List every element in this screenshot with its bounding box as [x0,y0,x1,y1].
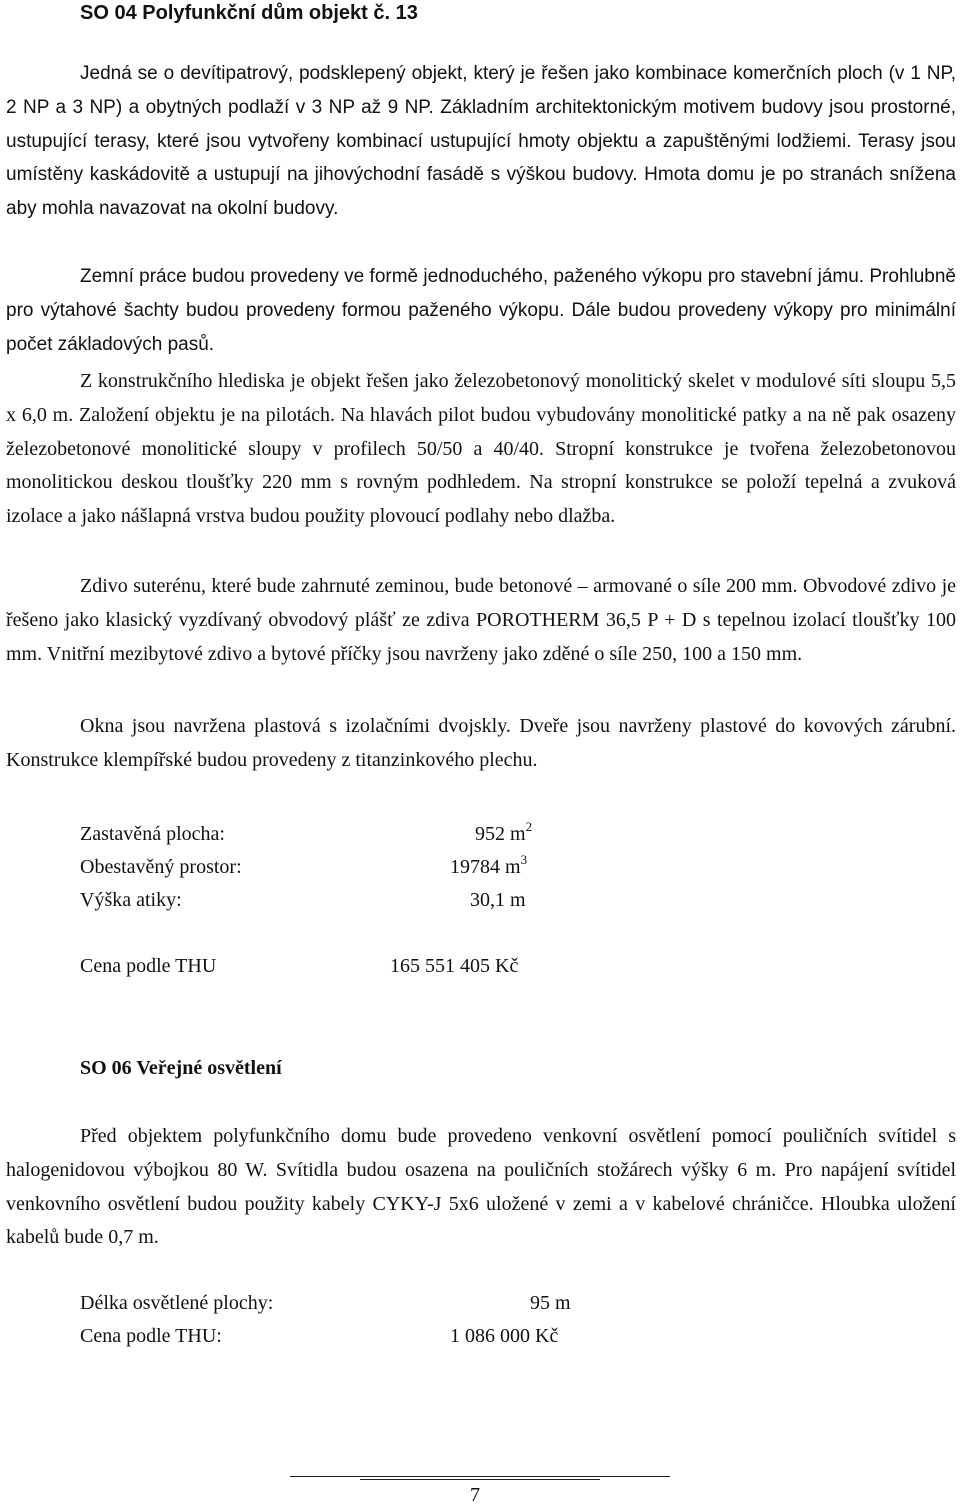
stat-value-text: 952 m [475,823,526,845]
paragraph-windows: Okna jsou navržena plastová s izolačními dvojskly. Dveře jsou navrženy plastové do kovových zárubní. Konstrukce klempířské budou provedeny z titanzinkového plechu. [6,715,956,771]
section-heading-so06: SO 06 Veřejné osvětlení [80,1057,282,1079]
stat-value: 95 m [530,1292,571,1314]
stat-value: 1 086 000 Kč [450,1325,559,1347]
stat-value-text: 19784 m [450,856,521,878]
superscript: 2 [525,819,533,834]
stat-value: 30,1 m [470,889,526,911]
stat-row-price [80,1320,680,1353]
paragraph-intro: Jedná se o devítipatrový, podsklepený objekt, který je řešen jako kombinace komerčních ploch (v 1 NP, 2 NP a 3 NP) a obytných podlaží v 3 NP až 9 NP. Základním architektonickým motivem budovy jsou prostorné, ustupující terasy, které jsou vytvořeny kombinací ustupující hmoty objektu a zapuštěnými lodžiemi. Terasy jsou umístěny kaskádovitě a ustupují na jihovýchodní fasádě s výškou budovy. Hmota domu je po stranách snížena aby mohla navazovat na okolní budovy. [6,63,956,220]
building-stats [80,818,680,983]
stat-value [450,851,527,884]
superscript: 3 [520,852,528,867]
paragraph-masonry: Zdivo suterénu, které bude zahrnuté zeminou, bude betonové – armované o síle 200 mm. Obvodové zdivo je řešeno jako klasický vyzdívaný obvodový plášť ze zdiva POROTHERM 36,5 P + D s tepelnou izolací tloušťky 100 mm. Vnitřní mezibytové zdivo a bytové příčky jsou navrženy jako zděné o síle 250, 100 a 150 mm. [6,575,956,665]
section-heading-so04: SO 04 Polyfunkční dům objekt č. 13 [80,2,418,24]
stat-row-built-area [80,818,680,851]
stat-label: Zastavěná plocha: [80,823,225,845]
paragraph-earthworks: Zemní práce budou provedeny ve formě jednoduchého, paženého výkopu pro stavební jámu. Prohlubně pro výtahové šachty budou provedeny formou paženého výkopu. Dále budou provedeny výkopy pro minimální počet základových pasů. [6,266,956,355]
stat-value: 165 551 405 Kč [390,955,519,977]
stat-label: Obestavěný prostor: [80,856,242,878]
footer-divider [290,1476,670,1477]
paragraph-structure: Z konstrukčního hlediska je objekt řešen jako železobetonový monolitický skelet v modulové síti sloupu 5,5 x 6,0 m. Založení objektu je na pilotách. Na hlavách pilot budou vybudovány monolitické patky a na ně pak osazeny železobetonové monolitické sloupy v profilech 50/50 a 40/40. Stropní konstrukce je tvořena železobetonovou monolitickou deskou tloušťky 220 mm s rovným podhledem. Na stropní konstrukce se položí tepelná a zvuková izolace a jako nášlapná vrstva budou použity plovoucí podlahy nebo dlažba. [6,370,956,528]
footer-divider [360,1479,600,1480]
stat-label: Cena podle THU: [80,1325,222,1347]
stat-row-attic [80,884,680,917]
stat-row-price [80,950,680,983]
stat-value [475,818,532,851]
stat-label: Cena podle THU [80,955,217,977]
paragraph-lighting: Před objektem polyfunkčního domu bude provedeno venkovní osvětlení pomocí pouličních svítidel s halogenidovou výbojkou 80 W. Svítidla budou osazena na pouličních stožárech výšky 6 m. Pro napájení svítidel venkovního osvětlení budou použity kabely CYKY-J 5x6 uložené v zemi a v kabelové chráničce. Hloubka uložení kabelů bude 0,7 m. [6,1125,956,1249]
stat-label: Délka osvětlené plochy: [80,1292,274,1314]
stat-row-volume [80,851,680,884]
lighting-stats [80,1287,680,1353]
page-number: 7 [470,1484,480,1506]
stat-label: Výška atiky: [80,889,182,911]
stat-row-length [80,1287,680,1320]
